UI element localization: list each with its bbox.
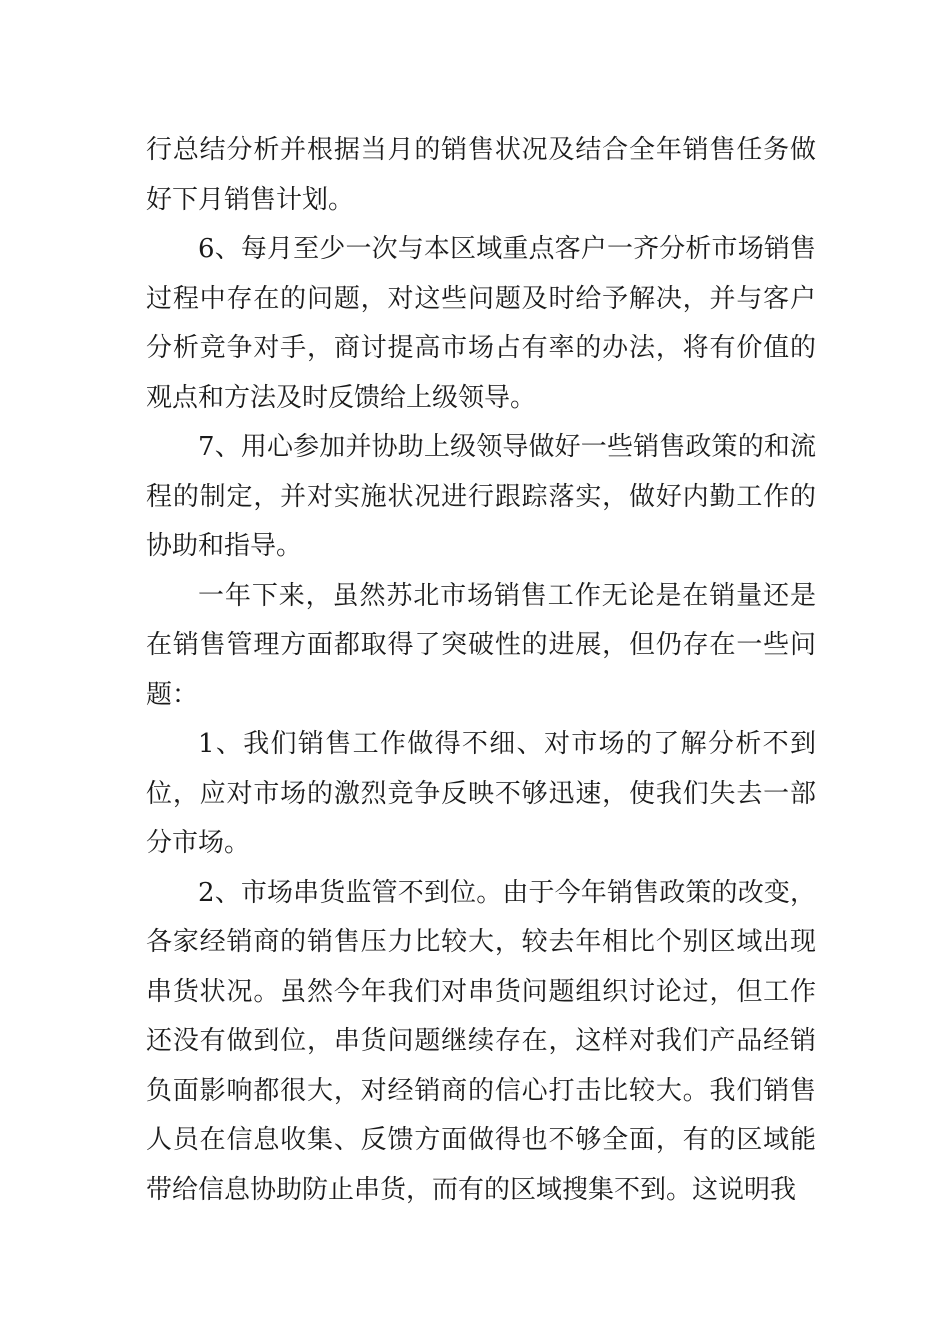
document-body [146, 126, 816, 1215]
paragraph-problem-1: 1、我们销售工作做得不细、对市场的了解分析不到位，应对市场的激烈竞争反映不够迅速，使我们失去一部分市场。 [146, 729, 816, 858]
paragraph-summary-intro: 一年下来，虽然苏北市场销售工作无论是在销量还是在销售管理方面都取得了突破性的进展，但仍存在一些问题： [146, 580, 816, 710]
paragraph-continuation: 行总结分析并根据当月的销售状况及结合全年销售任务做好下月销售计划。 [146, 135, 816, 215]
paragraph-item-6: 6、每月至少一次与本区域重点客户一齐分析市场销售过程中存在的问题，对这些问题及时给予解决，并与客户分析竞争对手，商讨提高市场占有率的办法，将有价值的观点和方法及时反馈给上级领导。 [146, 234, 816, 413]
paragraph-problem-2: 2、市场串货监管不到位。由于今年销售政策的改变，各家经销商的销售压力比较大，较去年相比个别区域出现串货状况。虽然今年我们对串货问题组织讨论过，但工作还没有做到位，串货问题继续存在，这样对我们产品经销负面影响都很大，对经销商的信心打击比较大。我们销售人员在信息收集、反馈方面做得也不够全面，有的区域能带给信息协助防止串货，而有的区域搜集不到。这说明我 [146, 877, 816, 1205]
paragraph-item-7: 7、用心参加并协助上级领导做好一些销售政策的和流程的制定，并对实施状况进行跟踪落实，做好内勤工作的协助和指导。 [146, 432, 816, 561]
